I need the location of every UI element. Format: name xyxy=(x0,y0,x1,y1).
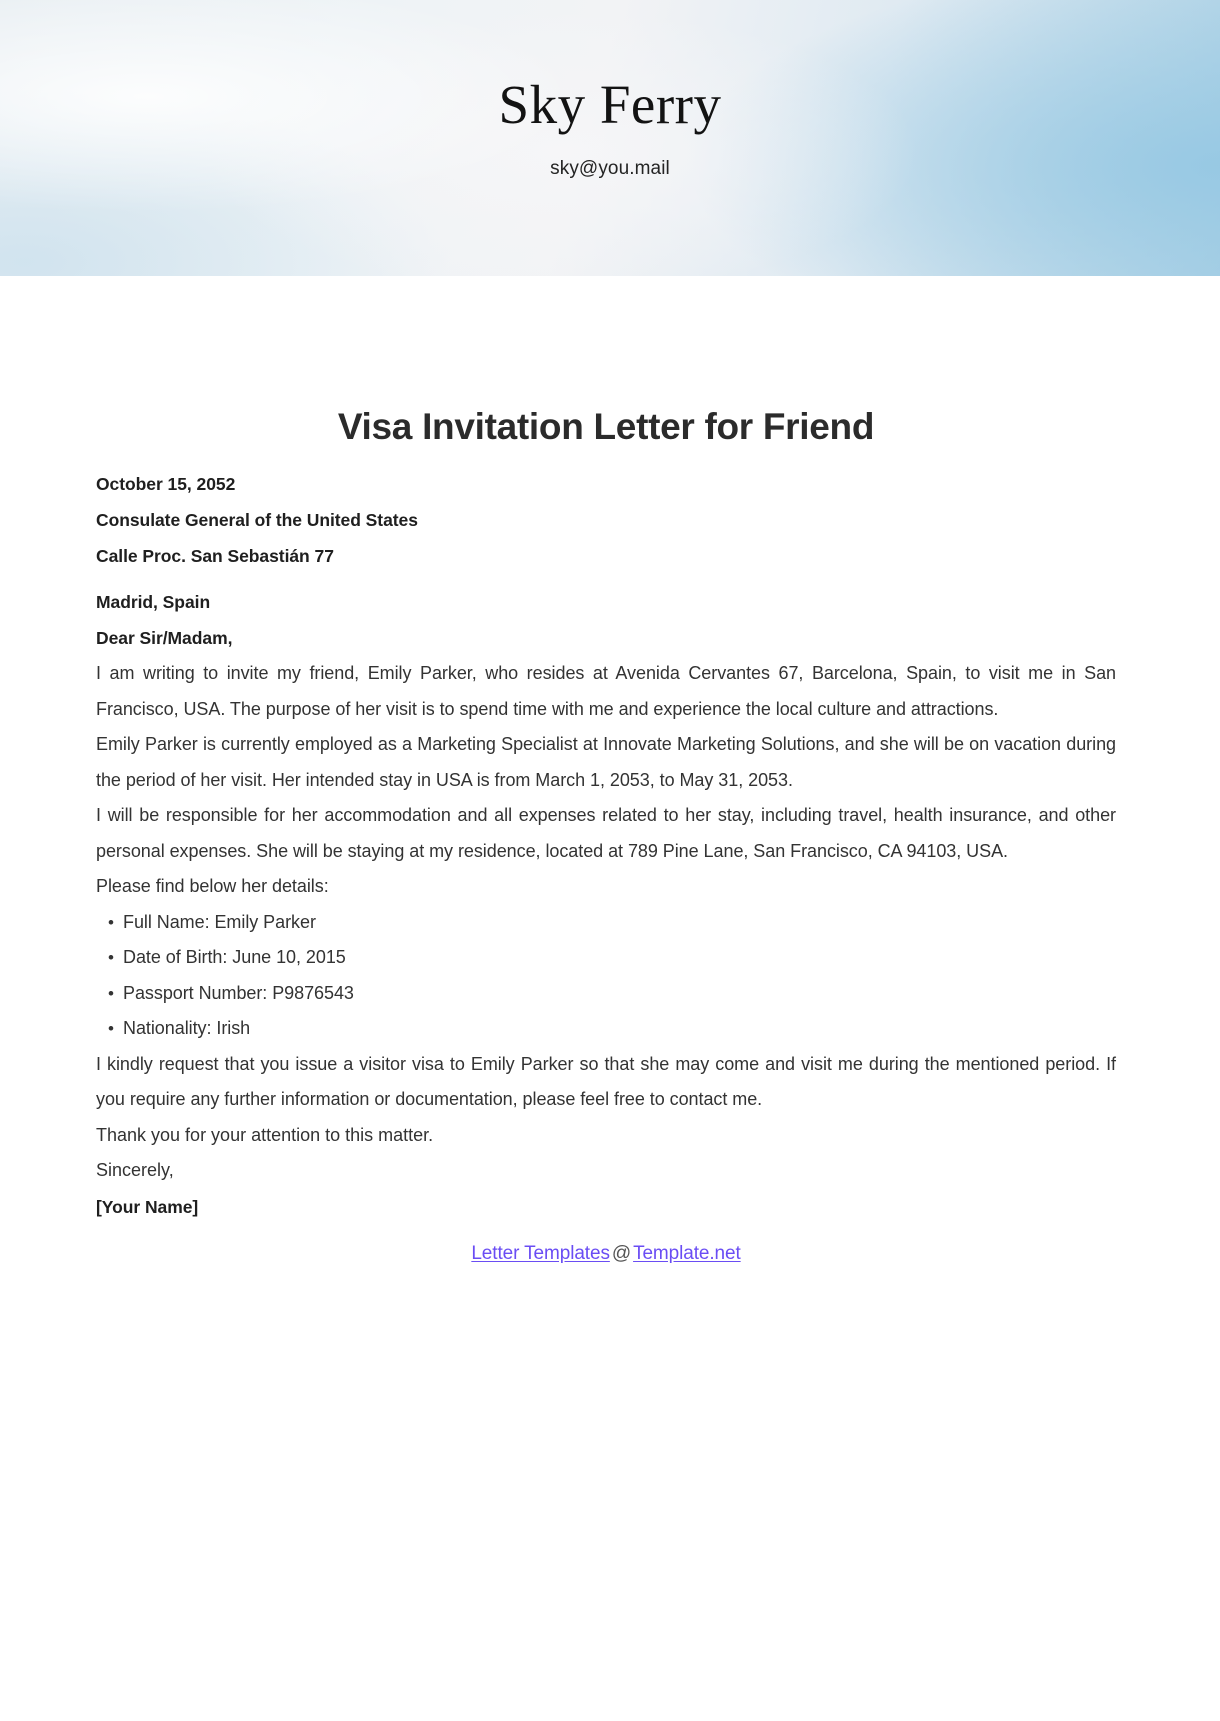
thanks-line: Thank you for your attention to this matter. xyxy=(96,1124,434,1145)
paragraph-1: I am writing to invite my friend, Emily Parker, who resides at Avenida Cervantes 67, Barcelona, Spain, to visit me in San Francisco, USA. The purpose of her visit is to spend time with me and experience the local culture and attractions. xyxy=(96,663,1116,719)
address-spacer xyxy=(96,574,1116,584)
salutation: Dear Sir/Madam, xyxy=(96,628,233,648)
list-item: • Nationality: Irish xyxy=(96,1011,1116,1047)
recipient-street: Calle Proc. San Sebastián 77 xyxy=(96,546,334,566)
recipient-city: Madrid, Spain xyxy=(96,592,211,612)
brand-block xyxy=(0,74,1220,181)
details-list xyxy=(96,905,1116,1047)
page-title: Visa Invitation Letter for Friend xyxy=(337,406,875,447)
brand-name: Sky Ferry xyxy=(498,74,722,135)
list-item: • Full Name: Emily Parker xyxy=(96,905,1116,941)
letter-body xyxy=(96,404,1116,1267)
footer-separator: @ xyxy=(611,1242,632,1264)
footer-attribution xyxy=(96,1241,1116,1267)
paragraph-4: I kindly request that you issue a visitor visa to Emily Parker so that she may come and visit me during the mentioned period. If you require any further information or documentation, please feel free to contact me. xyxy=(96,1053,1116,1109)
paragraph-3: I will be responsible for her accommodation and all expenses related to her stay, including travel, health insurance, and other personal expenses. She will be staying at my residence, located at 789 Pine Lane, San Francisco, CA 94103, USA. xyxy=(96,805,1116,861)
signature-name: [Your Name] xyxy=(96,1196,199,1217)
details-intro: Please find below her details: xyxy=(96,876,329,896)
closing-line: Sincerely, xyxy=(96,1160,174,1180)
paragraph-2: Emily Parker is currently employed as a Marketing Specialist at Innovate Marketing Solutions, and she will be on vacation during the period of her visit. Her intended stay in USA is from March 1, 2053, to May 31, 2053. xyxy=(96,734,1116,790)
letter-templates-link[interactable]: Letter Templates xyxy=(471,1242,610,1264)
list-item: • Passport Number: P9876543 xyxy=(96,976,1116,1012)
brand-email: sky@you.mail xyxy=(550,158,670,179)
template-net-link[interactable]: Template.net xyxy=(633,1242,741,1264)
list-item: • Date of Birth: June 10, 2015 xyxy=(96,940,1116,976)
letter-date: October 15, 2052 xyxy=(96,474,236,494)
recipient-organization: Consulate General of the United States xyxy=(96,510,418,530)
letterhead-banner xyxy=(0,0,1220,276)
